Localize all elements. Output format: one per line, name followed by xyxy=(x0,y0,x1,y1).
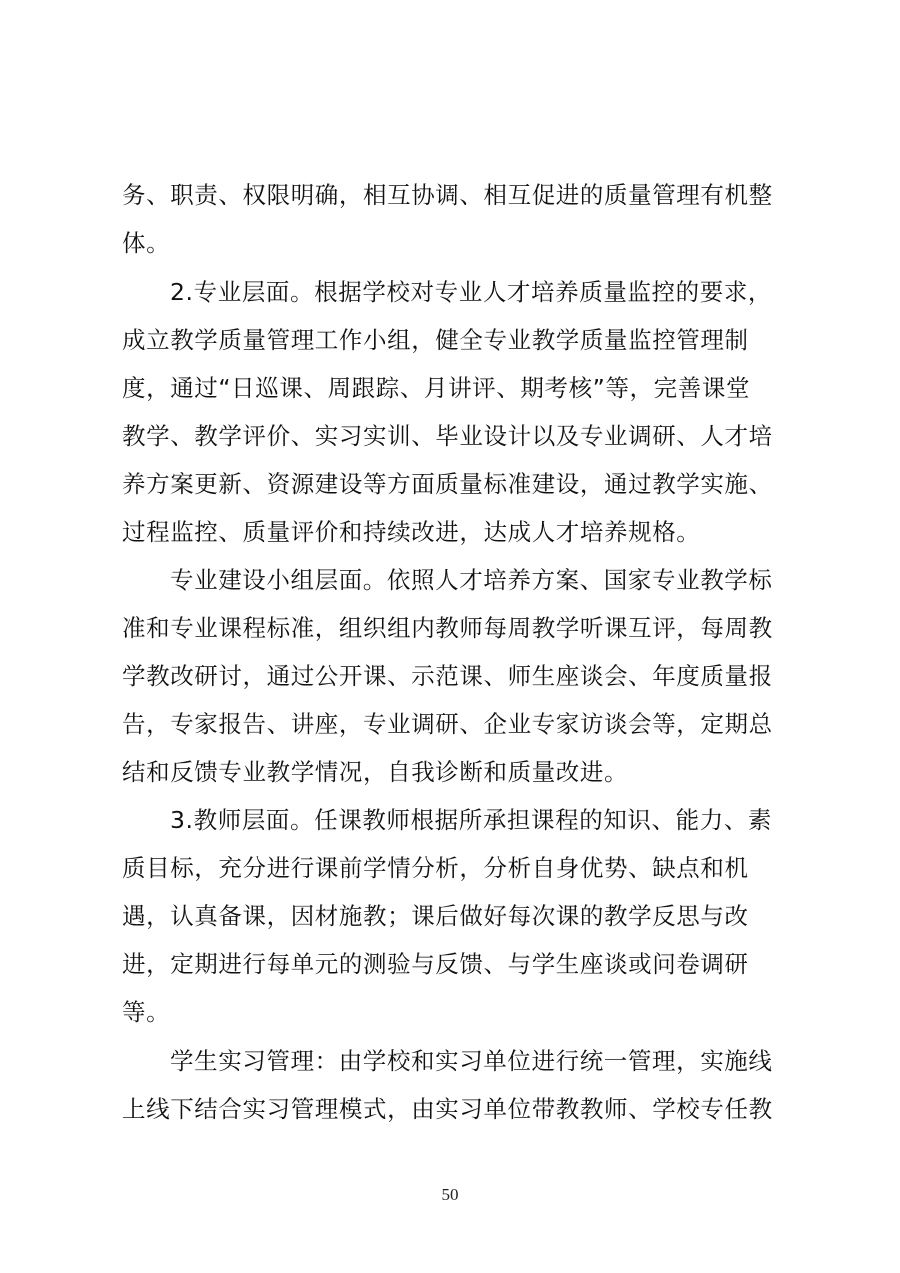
text-line: 等。 xyxy=(122,998,171,1026)
paragraph-start-line: 3.教师层面。任课教师根据所承担课程的知识、能力、素 xyxy=(170,806,773,834)
text-line: 度，通过“日巡课、周跟踪、月讲评、期考核”等，完善课堂 xyxy=(122,374,751,402)
text-line: 务、职责、权限明确，相互协调、相互促进的质量管理有机整 xyxy=(122,181,773,209)
paragraph-start-line: 2.专业层面。根据学校对专业人才培养质量监控的要求， xyxy=(170,278,773,306)
text-line: 教学、教学评价、实习实训、毕业设计以及专业调研、人才培 xyxy=(122,422,773,450)
text-line: 上线下结合实习管理模式，由实习单位带教教师、学校专任教 xyxy=(122,1095,773,1123)
text-line: 进，定期进行每单元的测验与反馈、与学生座谈或问卷调研 xyxy=(122,950,749,978)
paragraph-start-line: 学生实习管理：由学校和实习单位进行统一管理，实施线 xyxy=(170,1047,773,1075)
text-line: 质目标，充分进行课前学情分析，分析自身优势、缺点和机 xyxy=(122,854,749,882)
text-line: 准和专业课程标准，组织组内教师每周教学听课互评，每周教 xyxy=(122,614,773,642)
text-line: 体。 xyxy=(122,229,171,257)
text-line: 告，专家报告、讲座，专业调研、企业专家访谈会等，定期总 xyxy=(122,710,773,738)
text-line: 结和反馈专业教学情况，自我诊断和质量改进。 xyxy=(122,758,629,786)
text-line: 成立教学质量管理工作小组，健全专业教学质量监控管理制 xyxy=(122,326,749,354)
text-line: 过程监控、质量评价和持续改进，达成人才培养规格。 xyxy=(122,518,701,546)
page-number: 50 xyxy=(441,1185,459,1204)
text-line: 养方案更新、资源建设等方面质量标准建设，通过教学实施、 xyxy=(122,470,773,498)
text-line: 遇，认真备课，因材施教；课后做好每次课的教学反思与改 xyxy=(122,902,749,930)
text-line: 学教改研讨，通过公开课、示范课、师生座谈会、年度质量报 xyxy=(122,662,773,690)
paragraph-start-line: 专业建设小组层面。依照人才培养方案、国家专业教学标 xyxy=(170,566,773,594)
